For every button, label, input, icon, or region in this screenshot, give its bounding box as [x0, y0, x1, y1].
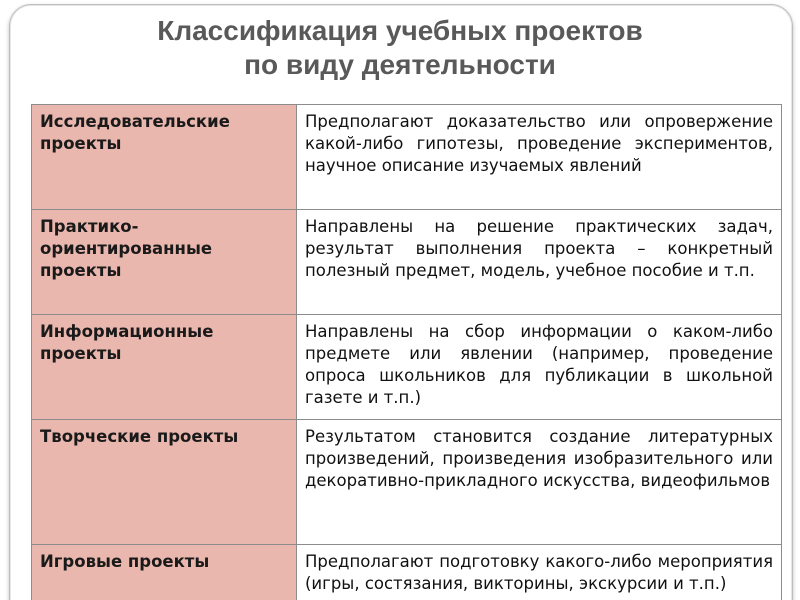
project-type-cell: Практико-ориентированные проекты: [32, 210, 297, 315]
project-type-cell: Исследовательские проекты: [32, 105, 297, 210]
table-row: [32, 210, 782, 315]
classification-table: [31, 104, 782, 600]
table-row: [32, 545, 782, 600]
table-row: [32, 420, 782, 545]
project-description-cell: Направлены на решение практических задач, результат выполнения проекта – конкретный полезный предмет, модель, учебное пособие и т.п.: [297, 210, 782, 315]
project-description-cell: Направлены на сбор информации о каком-либо предмете или явлении (например, проведение опроса школьников для публикации в школьной газете и т.п.): [297, 315, 782, 420]
project-type-cell: Творческие проекты: [32, 420, 297, 545]
project-type-cell: Игровые проекты: [32, 545, 297, 600]
slide-title: [0, 14, 800, 82]
title-line-2: по виду деятельности: [244, 49, 556, 80]
table-row: [32, 315, 782, 420]
project-description-cell: Предполагают доказательство или опровержение какой-либо гипотезы, проведение экспериментов, научное описание изучаемых явлений: [297, 105, 782, 210]
project-type-cell: Информационные проекты: [32, 315, 297, 420]
title-line-1: Классификация учебных проектов: [157, 15, 643, 46]
project-description-cell: Результатом становится создание литературных произведений, произведения изобразительного или декоративно-прикладного искусства, видеофильмов: [297, 420, 782, 545]
table-row: [32, 105, 782, 210]
project-description-cell: Предполагают подготовку какого-либо мероприятия (игры, состязания, викторины, экскурсии и т.п.): [297, 545, 782, 600]
